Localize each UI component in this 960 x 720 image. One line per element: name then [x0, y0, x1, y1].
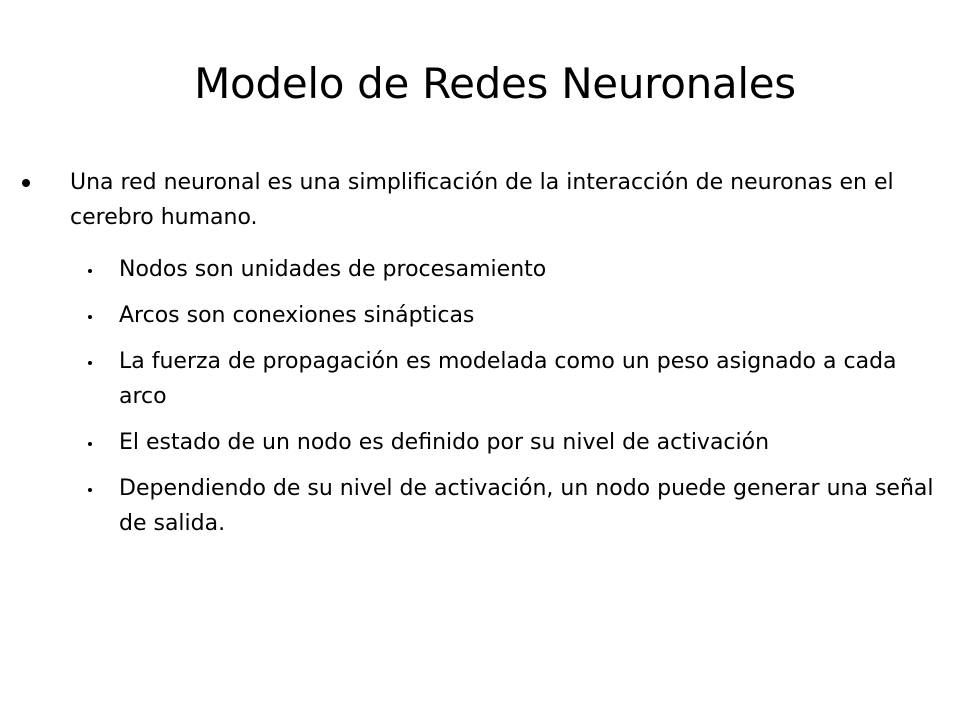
sub-bullet-list: [0, 252, 960, 552]
main-bullet-text: Una red neuronal es una simplificación de la interacción de neuronas en el cerebro humano.: [70, 170, 894, 230]
sub-bullet-dot-icon: [88, 488, 92, 492]
sub-bullet-text: El estado de un nodo es definido por su nivel de activación: [119, 430, 770, 455]
sub-bullet-text: Nodos son unidades de procesamiento: [119, 257, 547, 282]
sub-bullet-dot-icon: [88, 269, 92, 273]
slide-title: Modelo de Redes Neuronales: [194, 59, 796, 108]
sub-bullet-text: Dependiendo de su nivel de activación, un nodo puede generar una señal de salida.: [119, 476, 934, 536]
sub-bullet-dot-icon: [88, 315, 92, 319]
sub-bullet-dot-icon: [88, 361, 92, 365]
sub-bullet-text: La fuerza de propagación es modelada como un peso asignado a cada arco: [119, 349, 897, 409]
sub-bullet-text: Arcos son conexiones sinápticas: [119, 303, 475, 328]
sub-bullet-item: [0, 471, 960, 541]
sub-bullet-dot-icon: [88, 442, 92, 446]
sub-bullet-item: [0, 298, 960, 333]
sub-bullet-item: [0, 344, 960, 414]
sub-bullet-item: [0, 252, 960, 287]
main-bullet-dot-icon: [22, 179, 30, 187]
sub-bullet-item: [0, 425, 960, 460]
